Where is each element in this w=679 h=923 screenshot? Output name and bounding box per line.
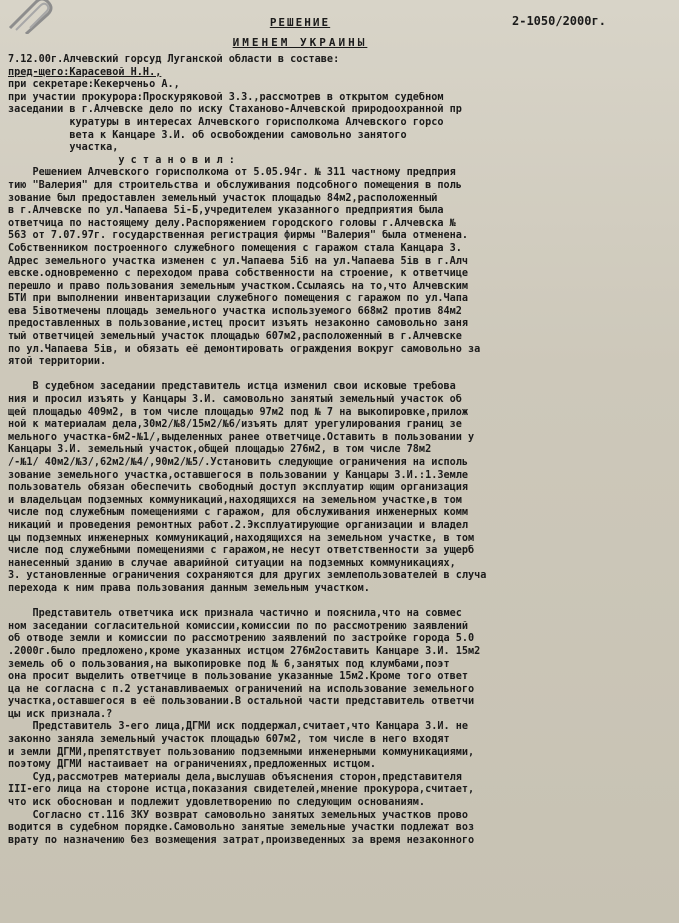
text-line: ной к материалам дела,30м2/№8/15м2/№6/изъять длят урегулирования границ зе	[8, 419, 462, 431]
text-line: пред-щего:Карасевой Н.Н.,	[8, 66, 162, 78]
text-line: куратуры в интересах Алчевского горисполкома Алчевского горсо	[8, 116, 444, 128]
text-line: тый ответчицей земельный участок площадью 607м2,расположенный в г.Алчевске	[8, 331, 462, 343]
text-line: ном заседании согласительной комиссии,комиссии по по рассмотрению заявлений	[8, 620, 469, 632]
text-line: об отводе земли и комиссии по рассмотрению заявлений по застройке города 5.0	[8, 633, 475, 645]
text-line: 3. установленные ограничения сохраняются для других землепользователей в случа	[8, 570, 487, 582]
text-line: врату по назначению без возмещения затрат,произведенных за время незаконного	[8, 834, 475, 846]
text-line: цы иск признала.?	[8, 708, 113, 720]
text-line: 563 от 7.07.97г. государственная регистрация фирмы "Валерия" была отменена.	[8, 230, 469, 242]
case-number: 2-1050/2000г.	[512, 14, 606, 28]
text-line: перехода к ним права пользования данным земельным участком.	[8, 582, 370, 594]
text-line	[8, 369, 672, 382]
text-line: Суд,рассмотрев материалы дела,выслушав объяснения сторон,представителя	[8, 771, 462, 783]
text-line: при секретаре:Кекерченьо А.,	[8, 79, 180, 91]
text-line: цы подземных инженерных коммуникаций,находящихся на земельном участке, в том	[8, 532, 475, 544]
text-line: евске.одновременно с переходом права собственности на строение, к ответчице	[8, 268, 469, 280]
text-line: по ул.Чапаева 5ів, и обязать её демонтировать ограждения вокруг самовольно за	[8, 343, 481, 355]
text-line: заседании в г.Алчевске дело по иску Стаханово-Алчевской природоохранной пр	[8, 104, 462, 116]
text-line: мельного участка-6м2-№1/,выделенных ранее ответчице.Оставить в пользовании у	[8, 431, 475, 443]
text-line: III-его лица на стороне истца,показания свидетелей,мнение прокурора,считает,	[8, 784, 475, 796]
text-line: ца не согласна с п.2 устанавливаемых ограничений на использование земельного	[8, 683, 475, 695]
document-title: РЕШЕНИЕ	[269, 16, 331, 29]
document-subtitle: ИМЕНЕМ УКРАИНЫ	[232, 36, 368, 49]
text-line: участка,оставшегося в её пользовании.В остальной части представитель ответчи	[8, 696, 475, 708]
text-line: никаций и проведения ремонтных работ.2.Эксплуатирующие организации и владел	[8, 519, 469, 531]
text-line: Представитель 3-его лица,ДГМИ иск поддержал,считает,что Канцара З.И. не	[8, 721, 469, 733]
text-line: ответчица по настоящему делу.Распоряжением городского головы г.Алчевска №	[8, 217, 456, 229]
text-line: законно заняла земельный участок площадью 607м2, том числе в него входят	[8, 734, 450, 746]
text-line: В судебном заседании представитель истца изменил свои исковые требова	[8, 381, 456, 393]
text-line: 7.12.00г.Алчевский горсуд Луганской области в составе:	[8, 54, 340, 65]
text-line: ятой территории.	[8, 356, 107, 368]
text-line: зование был предоставлен земельный участок площадью 84м2,расположенный	[8, 192, 438, 204]
text-line: участка,	[8, 142, 119, 154]
text-line: ния и просил изъять у Канцары З.И. самовольно занятый земельный участок об	[8, 394, 462, 406]
paper-clip-icon	[6, 0, 58, 34]
text-line: перешло и право пользования земельным участком.Ссылаясь на то,что Алчевским	[8, 280, 469, 292]
text-line: БТИ при выполнении инвентаризации служебного помещения с гаражом по ул.Чапа	[8, 293, 469, 305]
text-line: щей площадью 409м2, в том числе площадью 97м2 под № 7 на выкопировке,прилож	[8, 406, 469, 418]
text-line: Согласно ст.116 ЗКУ возврат самовольно занятых земельных участков прово	[8, 809, 469, 821]
text-line: числе под служебными помещениями с гаражом,не несут ответственности за ущерб	[8, 545, 475, 557]
text-line: числе под служебным помещениями с гаражом, для обслуживания инженерных комм	[8, 507, 469, 519]
text-line	[8, 596, 672, 609]
text-line: Собственником построенного служебного помещения с гаражом стала Канцара З.	[8, 242, 462, 254]
text-line: Решением Алчевского горисполкома от 5.05.94г. № 311 частному предприя	[8, 167, 456, 179]
text-line: /-№1/ 40м2/№3/,62м2/№4/,90м2/№5/.Установить следующие ограничения на исполь	[8, 457, 469, 468]
text-line: пользователь обязан обеспечить свободный доступ эксплуатир ющим организация	[8, 482, 469, 494]
text-line: поэтому ДГМИ настаивает на ограничениях,предложенных истцом.	[8, 759, 377, 771]
text-line: и владельцам подземных коммуникаций,находящихся на земельном участке,в том	[8, 494, 462, 506]
text-line: ева 5івотмечены площадь земельного участка используемого 668м2 против 84м2	[8, 305, 462, 317]
text-line: земель об о пользования,на выкопировке под № 6,занятых под клумбами,поэт	[8, 658, 450, 670]
text-line: она просит выделить ответчице в пользование указанные 15м2.Кроме того ответ	[8, 671, 469, 683]
text-line: что иск обоснован и подлежит удовлетворению по следующим основаниям.	[8, 797, 426, 809]
text-line: Адрес земельного участка изменен с ул.Чапаева 5іб на ул.Чапаева 5ів в г.Алч	[8, 255, 469, 267]
text-line: в г.Алчевске по ул.Чапаева 5і-Б,учредителем указанного предприятия была	[8, 205, 444, 217]
text-line: тию "Валерия" для строительства и обслуживания подсобного помещения в поль	[8, 179, 462, 191]
text-line: водится в судебном порядке.Самовольно занятые земельные участки подлежат воз	[8, 822, 475, 834]
text-line: предоставленных в пользование,истец просит изъять незаконно самовольно заня	[8, 318, 469, 330]
text-line: и земли ДГМИ,препятствует пользованию подземными инженерными коммуникациями,	[8, 746, 475, 758]
text-line: при участии прокурора:Проскуряковой З.З.,рассмотрев в открытом судебном	[8, 91, 444, 103]
text-line: вета к Канцаре З.И. об освобождении самовольно занятого	[8, 129, 407, 141]
text-line: у с т а н о в и л :	[8, 154, 235, 166]
text-line: нанесенный зданию в случае аварийной ситуации на подземных коммуникациях,	[8, 557, 456, 569]
document-body	[8, 54, 672, 847]
text-line: Представитель ответчика иск признала частично и пояснила,что на совмес	[8, 608, 462, 620]
text-line: .2000г.было предложено,кроме указанных истцом 276м2оставить Канцаре З.И. 15м2	[8, 645, 481, 657]
text-line: Канцары З.И. земельный участок,общей площадью 276м2, в том числе 78м2	[8, 444, 432, 456]
text-line: зование земельного участка,оставшегося в пользовании у Канцары З.И.:1.Земле	[8, 469, 469, 481]
